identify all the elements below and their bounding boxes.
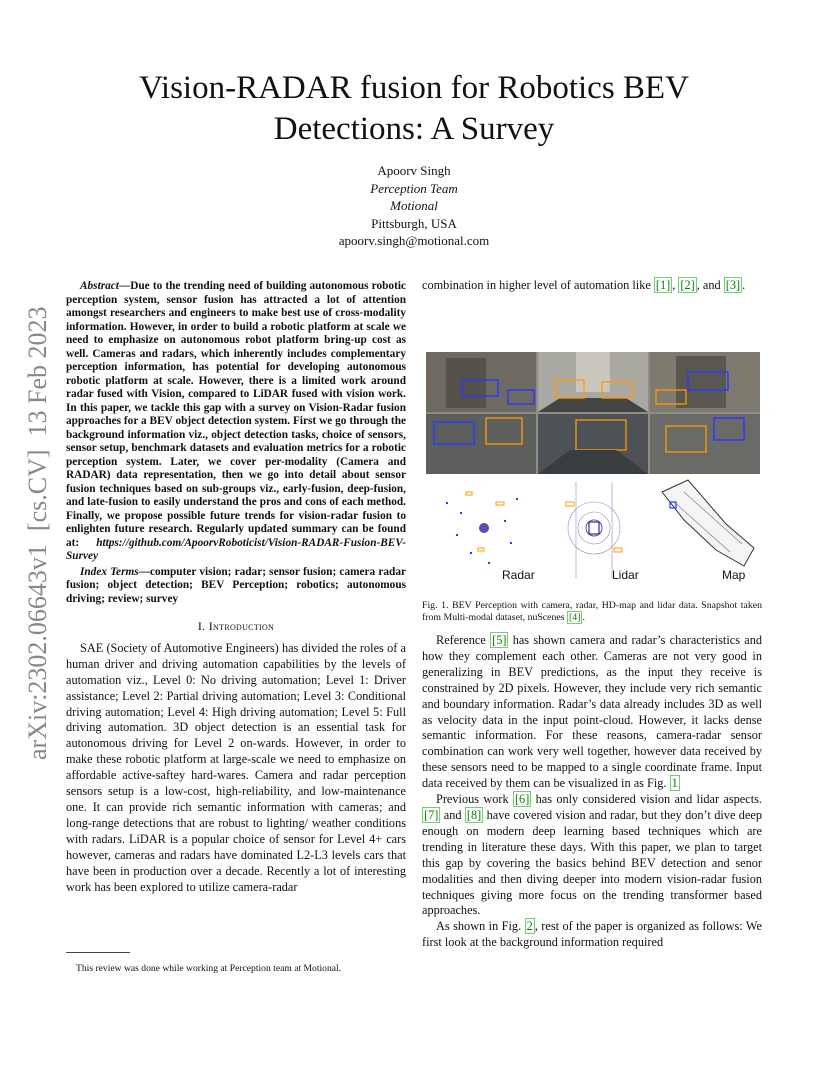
- figure-1-caption: [422, 600, 762, 624]
- p3-text-c: and: [440, 807, 465, 822]
- caption-citation[interactable]: [4]: [569, 612, 581, 624]
- p2-text-b: has shown camera and radar’s characteristics and how they complement each other. Cameras are not very good in generalizing in BEV predictions, as the input they receive is constrained by 2D pixels. However, they include very rich semantic and boundary information. Radar’s data already includes 3D as well as velocity data in the input point-cloud. However, it lacks dense semantic information. For these reasons, camera-radar sensor combination can work very well together, however data received by these sensors need to be mapped to a single coordinate frame. Input data received by them can be visualized in as Fig.: [422, 633, 762, 791]
- end-dot: .: [742, 278, 746, 292]
- index-terms-lead: Index Terms: [80, 565, 139, 578]
- figure-label-lidar: Lidar: [612, 568, 639, 582]
- paper-title: Vision-RADAR fusion for Robotics BEV Detections: A Survey: [139, 70, 689, 147]
- author-team: Perception Team: [370, 180, 458, 196]
- intro-paragraph: SAE (Society of Automotive Engineers) has divided the roles of a human driver and driving automation capabilities by the levels of automation viz., Level 0: No driving automation; Level 1: Driver assistance; Level 2: Partial driving automation; Level 3: Conditional driving automation; Level 4: High driving automation; Level 5: Full driving automation. 3D object detection is an essential task for autonomous driving for Level 2 on-wards. However, in order to make these robotic platform at large-scale we need to emphasize on affordable active-saftey hard-wares. Camera and radar perception sensors setup is a low-cost, high-reliability, and low-maintenance one. It can provide rich semantic information with cameras; and long-range detections that are robust to lighting/ weather conditions with radars. LiDAR is a popular choice of sensor for Level 4+ cars however, cameras and radars have dominated L2-L3 levels cars that have been in production over a decade. Recently a lot of interesting work has been explored to utilize camera-radar: [66, 640, 406, 894]
- citation-5[interactable]: [5]: [492, 633, 507, 647]
- caption-end: .: [582, 612, 585, 624]
- figure-label-map: Map: [722, 568, 746, 582]
- author-org: Motional: [390, 198, 438, 213]
- map-bev-panel: [650, 476, 760, 580]
- left-column: [66, 280, 406, 895]
- abstract-url[interactable]: https://github.com/ApoorvRoboticist/Vision-RADAR-Fusion-BEV-Survey: [66, 536, 406, 562]
- citation-3[interactable]: [3]: [725, 278, 741, 292]
- author-name: Apoorv Singh: [377, 163, 451, 178]
- intro-continuation: [422, 278, 762, 294]
- sep-1: ,: [672, 278, 679, 292]
- author-location: Pittsburgh, USA: [371, 215, 457, 231]
- caption-text: Fig. 1. BEV Perception with camera, radar, HD-map and lidar data. Snapshot taken from Multi-modal dataset, nuScenes: [422, 600, 762, 624]
- citation-6[interactable]: [6]: [514, 792, 530, 807]
- figure-1-ref[interactable]: 1: [671, 776, 678, 791]
- citation-7[interactable]: [7]: [424, 807, 439, 822]
- camera-view-panel: [426, 352, 760, 474]
- cont-text: combination in higher level of automation like: [422, 278, 654, 292]
- p2-text-a: Reference: [436, 633, 491, 647]
- p4-text-a: As shown in Fig.: [436, 919, 525, 934]
- abstract: [66, 280, 406, 564]
- figure-1-image: [426, 352, 760, 592]
- right-column-body: [422, 633, 762, 951]
- footnote-rule: [66, 952, 130, 953]
- p3-text-d: have covered vision and radar, but they don’t dive deep enough on modern deep learning based techniques which are trending in literature these days. With this paper, we plan to target this gap by covering the basics behind BEV detection and senor modalities and then diving deeper into modern vision-radar fusion techniques giving more focus on the trending transformer based approaches.: [422, 807, 763, 918]
- citation-1[interactable]: [1]: [655, 278, 671, 292]
- index-terms-body: —computer vision; radar; sensor fusion; camera radar fusion; object detection; BEV Perception; robotics; autonomous driving; review; survey: [66, 565, 406, 605]
- sep-2: , and: [696, 278, 724, 292]
- radar-bev-panel: [426, 476, 536, 580]
- author-block: [214, 162, 614, 250]
- abstract-body: —Due to the trending need of building autonomous robotic perception system, sensor fusion has attracted a lot of attention amongst researchers and engineers to make best use of cross-modality information. However, in order to build a robotic platform at scale we need to emphasize on autonomous robot platform bring-up cost as well. Cameras and radars, which inherently includes complementary perception information, has potential for developing autonomous robotic platform at scale. However, there is a limited work around radar fused with Vision, compared to LiDAR fused with vision work. In this paper, we tackle this gap with a survey on Vision-Radar fusion approaches for a BEV object detection system. First we go through the background information viz., object detection tasks, choice of sensors, sensor setup, benchmark datasets and evaluation metrics for a robotic perception system. Later, we cover per-modality (Camera and RADAR) data representation, then we go into detail about sensor fusion techniques based on sub-groups viz., early-fusion, deep-fusion, and late-fusion to easily understand the pros and cons of each method. Finally, we propose possible future trends for vision-radar fusion to enlighten future research. Regularly updated summary can be found at:: [66, 280, 406, 549]
- paragraph-organization: [422, 919, 762, 951]
- p3-text-a: Previous work: [436, 792, 513, 807]
- p3-text-b: has only considered vision and lidar aspects.: [531, 792, 762, 807]
- right-column-top: [422, 278, 762, 294]
- author-email: apoorv.singh@motional.com: [338, 233, 490, 248]
- footnote: [66, 963, 406, 975]
- figure-1: [426, 352, 760, 592]
- footnote-text: This review was done while working at Perception team at Motional.: [76, 963, 342, 974]
- abstract-lead: Abstract: [80, 280, 119, 292]
- figure-2-ref[interactable]: 2: [526, 919, 533, 934]
- citation-8[interactable]: [8]: [466, 807, 482, 822]
- index-terms: [66, 566, 406, 607]
- figure-label-radar: Radar: [502, 568, 535, 582]
- p4-text-b: , rest of the paper is organized as follows: We first look at the background information required: [422, 919, 762, 950]
- arxiv-stamp: arXiv:2302.06643v1 [cs.CV] 13 Feb 2023: [23, 306, 52, 760]
- citation-2[interactable]: [2]: [680, 278, 695, 292]
- lidar-bev-panel: [538, 476, 648, 580]
- section-heading: I. Introduction: [197, 619, 275, 633]
- paragraph-previous-work: [422, 792, 762, 919]
- paragraph-reference-5: [422, 633, 762, 792]
